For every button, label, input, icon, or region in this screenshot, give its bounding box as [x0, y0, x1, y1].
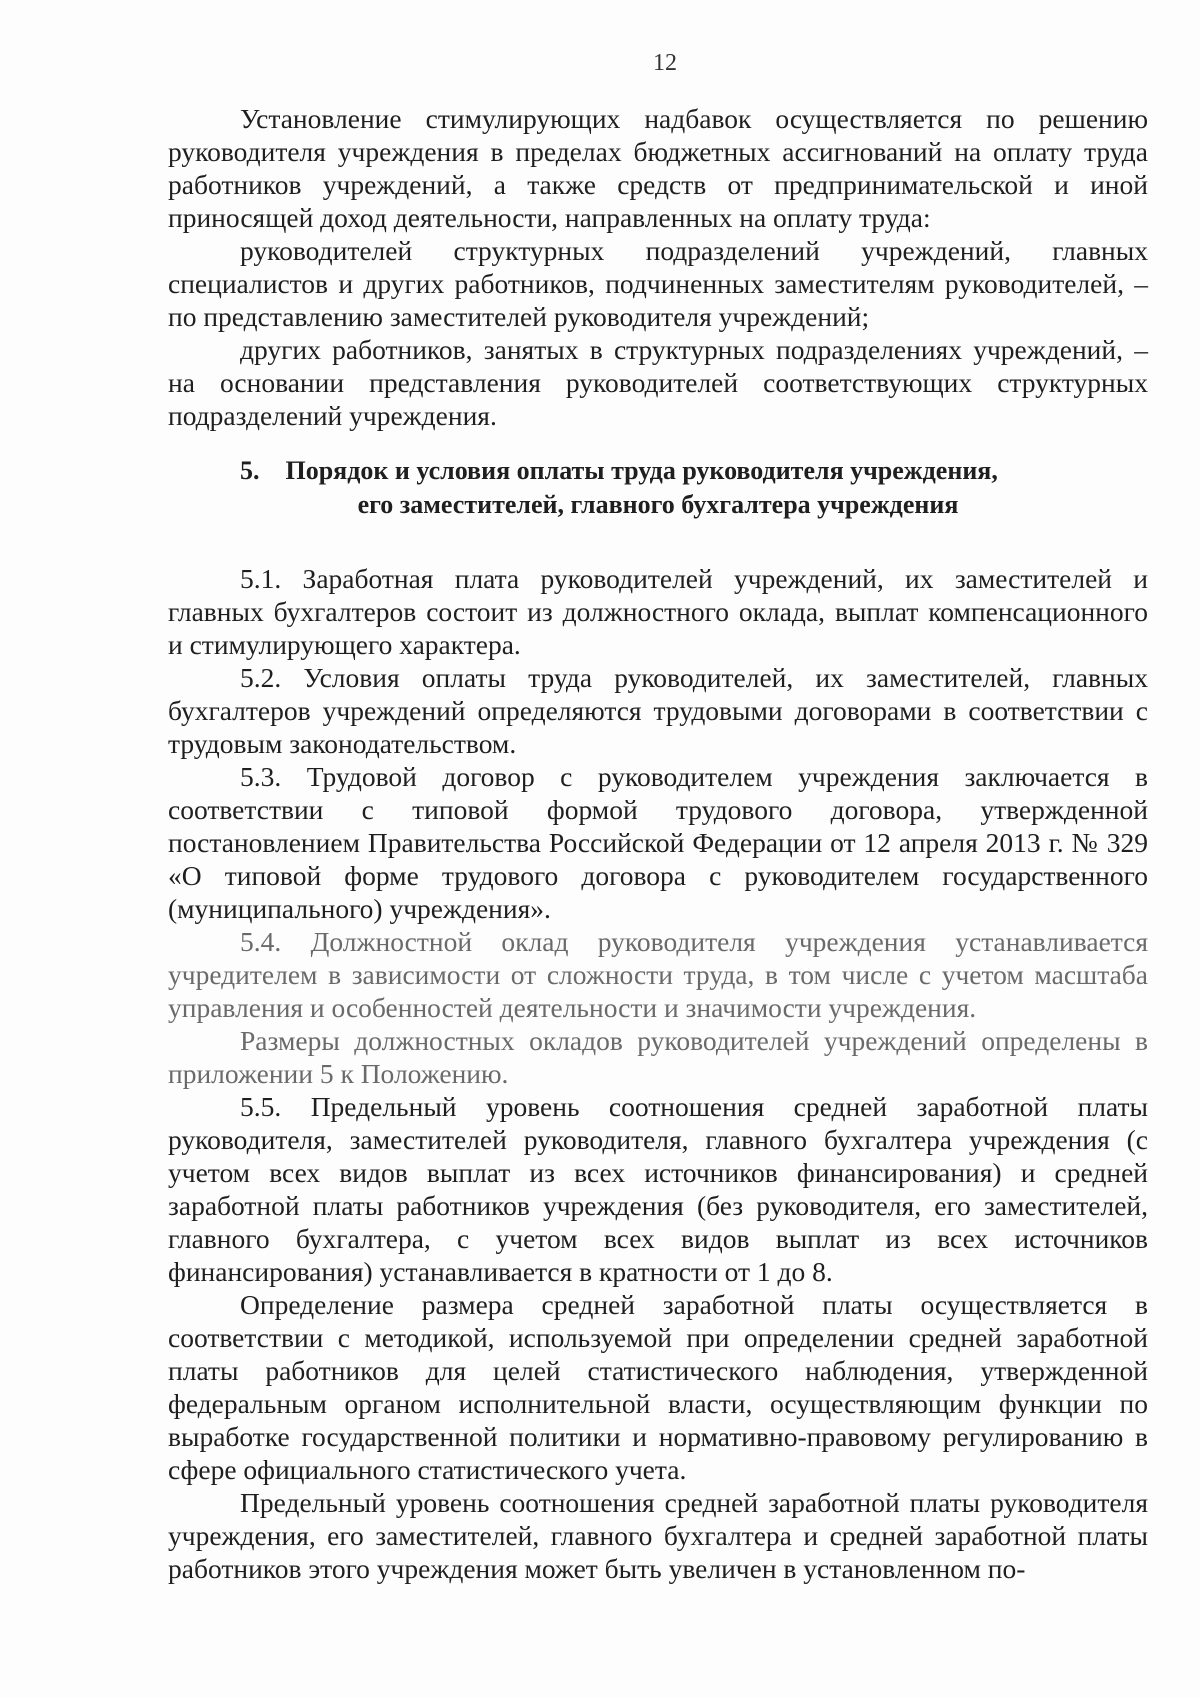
paragraph-5-2: 5.2. Условия оплаты труда руководителей, их заместителей, главных бухгалтеров учреждений определяются трудовыми договорами в соответствии с трудовым законодательством.	[168, 662, 1148, 759]
paragraph-other-employees: других работников, занятых в структурных подразделениях учреждений, – на основании представления руководителей соответствующих структурных подразделений учреждения.	[168, 334, 1148, 431]
section-heading-line-1	[168, 454, 1148, 488]
paragraph-5-5: 5.5. Предельный уровень соотношения средней заработной платы руководителя, заместителей руководителя, главного бухгалтера учреждения (с учетом всех видов выплат из всех источников финансирования) и средней заработной платы работников учреждения (без руководителя, его заместителей, главного бухгалтера, с учетом всех видов выплат из всех источников финансирования) устанавливается в кратности от 1 до 8.	[168, 1091, 1148, 1287]
document-body	[168, 102, 1148, 1585]
paragraph-5-4: 5.4. Должностной оклад руководителя учреждения устанавливается учредителем в зависимости от сложности труда, в том числе с учетом масштаба управления и особенностей деятельности и значимости учреждения.	[168, 926, 1148, 1023]
paragraph-salary-sizes: Размеры должностных окладов руководителей учреждений определены в приложении 5 к Положению.	[168, 1025, 1148, 1089]
paragraph-average-salary-method: Определение размера средней заработной платы осуществляется в соответствии с методикой, используемой при определении средней заработной платы работников для целей статистического наблюдения, утвержденной федеральным органом исполнительной власти, осуществляющим функции по выработке государственной политики и нормативно-правовому регулированию в сфере официального статистического учета.	[168, 1289, 1148, 1485]
paragraph-5-3: 5.3. Трудовой договор с руководителем учреждения заключается в соответствии с типовой формой трудового договора, утвержденной постановлением Правительства Российской Федерации от 12 апреля 2013 г. № 329 «О типовой форме трудового договора с руководителем государственного (муниципального) учреждения».	[168, 761, 1148, 924]
section-number: 5.	[240, 456, 260, 485]
section-title-line-1: Порядок и условия оплаты труда руководителя учреждения,	[285, 456, 998, 485]
paragraph-5-1: 5.1. Заработная плата руководителей учреждений, их заместителей и главных бухгалтеров состоит из должностного оклада, выплат компенсационного и стимулирующего характера.	[168, 563, 1148, 660]
page-number: 12	[653, 50, 677, 76]
paragraph-structural-heads: руководителей структурных подразделений учреждений, главных специалистов и других работников, подчиненных заместителям руководителей, – по представлению заместителей руководителя учреждений;	[168, 235, 1148, 332]
section-heading	[168, 454, 1148, 522]
paragraph-incentive-allowances: Установление стимулирующих надбавок осуществляется по решению руководителя учреждения в пределах бюджетных ассигнований на оплату труда работников учреждений, а также средств от предпринимательской и иной приносящей доход деятельности, направленных на оплату труда:	[168, 103, 1148, 233]
section-title-line-2: его заместителей, главного бухгалтера учреждения	[357, 490, 959, 519]
paragraph-limit-increase: Предельный уровень соотношения средней заработной платы руководителя учреждения, его заместителей, главного бухгалтера и средней заработной платы работников этого учреждения может быть увеличен в установленном по-	[168, 1487, 1148, 1584]
